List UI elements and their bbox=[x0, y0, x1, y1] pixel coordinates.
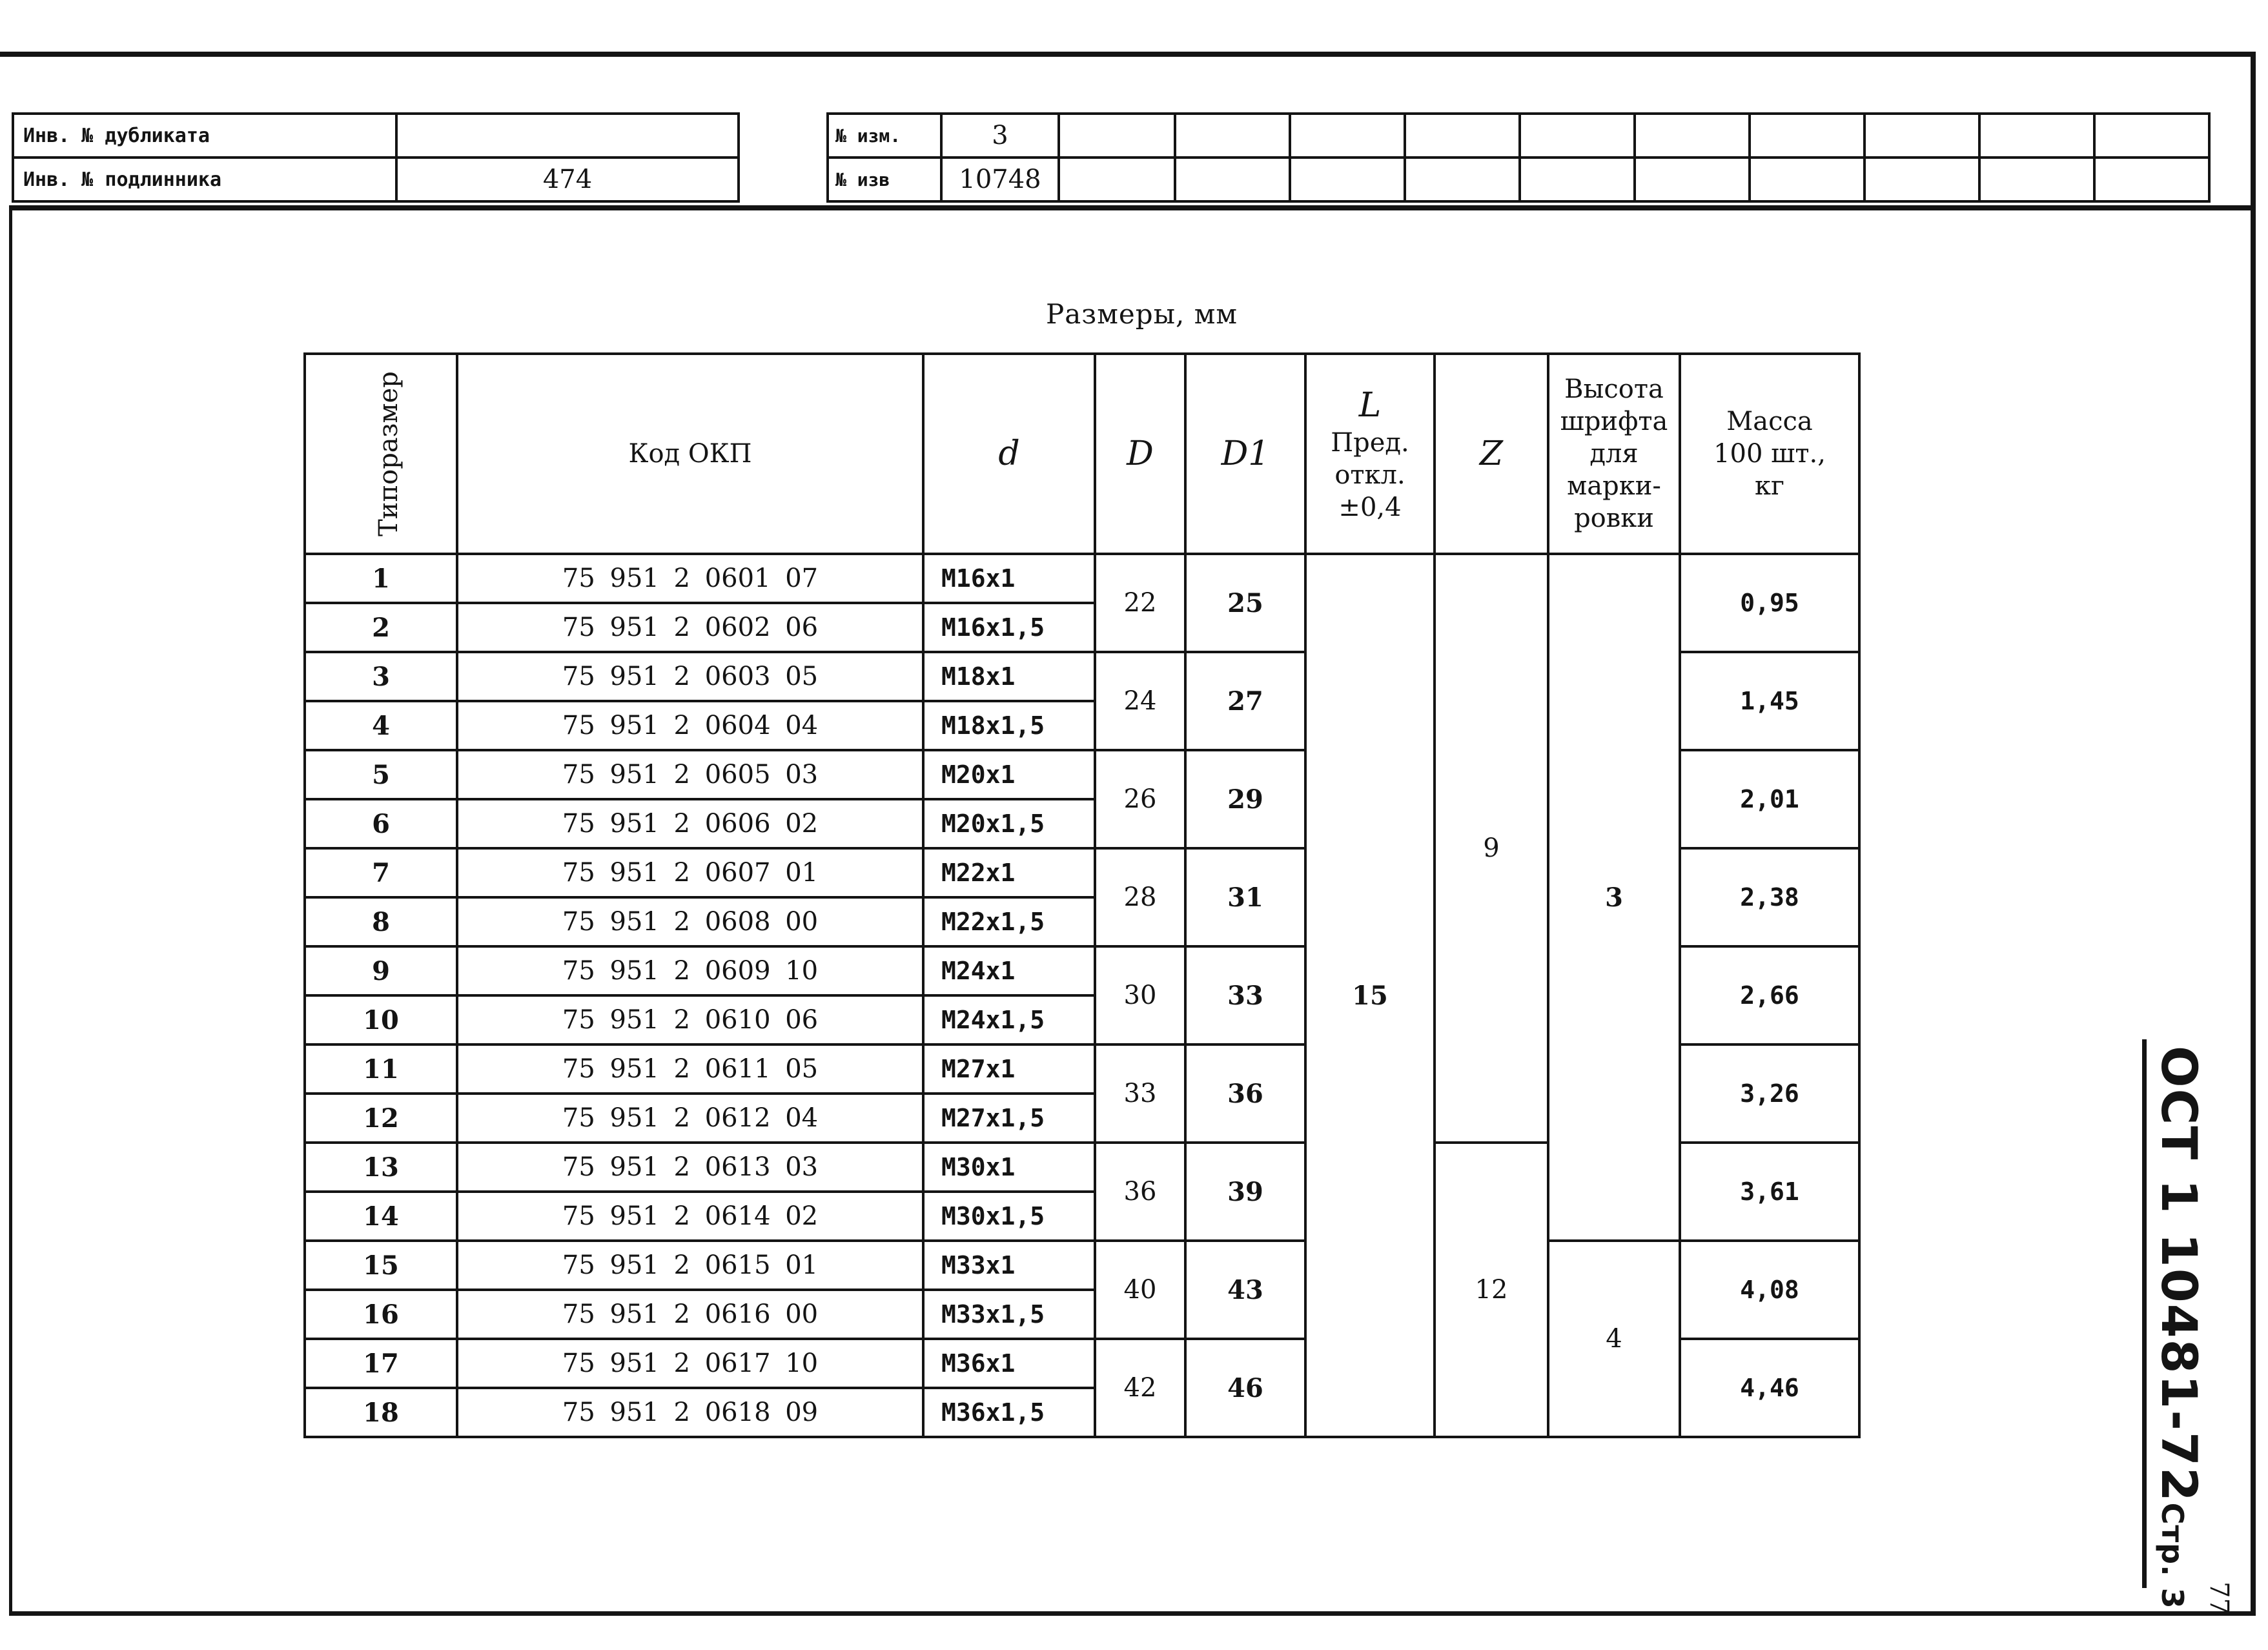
okp-code-cell: 75 951 2 0611 05 bbox=[457, 1044, 923, 1094]
notice-number-row bbox=[828, 158, 2209, 201]
table-row bbox=[305, 1241, 1859, 1290]
size-type-cell: 15 bbox=[305, 1241, 457, 1290]
header-size-type bbox=[305, 354, 457, 554]
font-height-line-5: ровки bbox=[1574, 504, 1654, 533]
mass-line-2: 100 шт., bbox=[1713, 439, 1826, 469]
change-number-value: 3 bbox=[941, 114, 1059, 158]
font-height-line-4: марки- bbox=[1567, 471, 1661, 501]
table-row bbox=[305, 554, 1859, 603]
D1-symbol: D1 bbox=[1221, 434, 1270, 473]
thread-d-cell: M27x1 bbox=[923, 1044, 1095, 1094]
change-number-row bbox=[828, 114, 2209, 158]
size-type-cell: 16 bbox=[305, 1290, 457, 1339]
L-tolerance-line-3: ±0,4 bbox=[1338, 492, 1402, 522]
change-cell bbox=[1864, 158, 1979, 201]
okp-code-cell: 75 951 2 0618 09 bbox=[457, 1388, 923, 1437]
mass-cell: 3,26 bbox=[1680, 1044, 1859, 1143]
thread-d-cell: M33x1 bbox=[923, 1241, 1095, 1290]
mass-line-1: Масса bbox=[1726, 407, 1813, 436]
size-type-cell: 12 bbox=[305, 1094, 457, 1143]
mass-cell: 3,61 bbox=[1680, 1143, 1859, 1241]
D1-cell: 25 bbox=[1185, 554, 1305, 652]
change-cell bbox=[1750, 158, 1864, 201]
size-type-cell: 2 bbox=[305, 603, 457, 652]
size-type-cell: 1 bbox=[305, 554, 457, 603]
D1-cell: 46 bbox=[1185, 1339, 1305, 1437]
thread-d-cell: M36x1 bbox=[923, 1339, 1095, 1388]
thread-d-cell: M16x1,5 bbox=[923, 603, 1095, 652]
notice-number-value: 10748 bbox=[941, 158, 1059, 201]
size-type-cell: 8 bbox=[305, 897, 457, 946]
change-cell bbox=[1979, 158, 2094, 201]
thread-d-cell: M22x1,5 bbox=[923, 897, 1095, 946]
inventory-duplicate-row bbox=[13, 114, 739, 158]
size-type-cell: 7 bbox=[305, 848, 457, 897]
thread-d-cell: M16x1 bbox=[923, 554, 1095, 603]
okp-code-cell: 75 951 2 0606 02 bbox=[457, 799, 923, 848]
mass-cell: 4,08 bbox=[1680, 1241, 1859, 1339]
D1-cell: 36 bbox=[1185, 1044, 1305, 1143]
thread-d-cell: M24x1 bbox=[923, 946, 1095, 995]
change-number-label: № изм. bbox=[828, 114, 941, 158]
sheet-frame-bottom bbox=[9, 1611, 2256, 1616]
dimensions-table bbox=[303, 352, 1861, 1438]
okp-code-cell: 75 951 2 0614 02 bbox=[457, 1192, 923, 1241]
thread-d-cell: M20x1,5 bbox=[923, 799, 1095, 848]
size-type-header-label: Типоразмер bbox=[373, 371, 404, 536]
D-cell: 36 bbox=[1095, 1143, 1185, 1241]
header-L bbox=[1305, 354, 1435, 554]
sheet-number: 77 bbox=[2204, 1582, 2234, 1614]
table-header-row bbox=[305, 354, 1859, 554]
thread-d-cell: M24x1,5 bbox=[923, 995, 1095, 1044]
thread-d-cell: M27x1,5 bbox=[923, 1094, 1095, 1143]
change-cell bbox=[1405, 158, 1520, 201]
okp-code-cell: 75 951 2 0617 10 bbox=[457, 1339, 923, 1388]
notice-number-label: № изв bbox=[828, 158, 941, 201]
thread-d-cell: M22x1 bbox=[923, 848, 1095, 897]
mass-line-3: кг bbox=[1755, 471, 1784, 501]
change-cell bbox=[1290, 114, 1405, 158]
D-symbol: D bbox=[1127, 434, 1154, 473]
size-type-cell: 4 bbox=[305, 701, 457, 750]
mass-cell: 1,45 bbox=[1680, 652, 1859, 750]
size-type-cell: 18 bbox=[305, 1388, 457, 1437]
L-symbol: L bbox=[1358, 385, 1382, 425]
change-cell bbox=[1750, 114, 1864, 158]
thread-d-cell: M18x1 bbox=[923, 652, 1095, 701]
change-cell bbox=[1979, 114, 2094, 158]
mass-cell: 2,66 bbox=[1680, 946, 1859, 1044]
document-code-text: ОСТ 1 10481-72 bbox=[2151, 1046, 2208, 1503]
D-cell: 33 bbox=[1095, 1044, 1185, 1143]
change-cell bbox=[1520, 158, 1635, 201]
okp-code-cell: 75 951 2 0602 06 bbox=[457, 603, 923, 652]
L-value-cell: 15 bbox=[1305, 554, 1435, 1437]
size-type-cell: 9 bbox=[305, 946, 457, 995]
okp-code-cell: 75 951 2 0605 03 bbox=[457, 750, 923, 799]
change-cell bbox=[1635, 114, 1750, 158]
change-cell bbox=[1059, 114, 1175, 158]
thread-d-cell: M30x1,5 bbox=[923, 1192, 1095, 1241]
header-d bbox=[923, 354, 1095, 554]
font-height-value-cell: 3 bbox=[1548, 554, 1680, 1241]
D-cell: 24 bbox=[1095, 652, 1185, 750]
header-mass bbox=[1680, 354, 1859, 554]
size-type-cell: 5 bbox=[305, 750, 457, 799]
okp-code-cell: 75 951 2 0613 03 bbox=[457, 1143, 923, 1192]
header-font-height bbox=[1548, 354, 1680, 554]
font-height-line-2: шрифта bbox=[1560, 407, 1668, 436]
D1-cell: 33 bbox=[1185, 946, 1305, 1044]
D-cell: 42 bbox=[1095, 1339, 1185, 1437]
change-cell bbox=[1175, 114, 1290, 158]
font-height-value-cell: 4 bbox=[1548, 1241, 1680, 1437]
document-code-rule bbox=[2142, 1039, 2147, 1588]
change-record-table bbox=[826, 112, 2211, 203]
okp-code-cell: 75 951 2 0608 00 bbox=[457, 897, 923, 946]
original-inventory-label: Инв. № подлинника bbox=[13, 158, 396, 201]
document-code bbox=[2150, 1046, 2208, 1609]
Z-symbol: Z bbox=[1479, 434, 1504, 473]
D-cell: 22 bbox=[1095, 554, 1185, 652]
document-page: Стр. 3 bbox=[2155, 1502, 2190, 1609]
table-caption: Размеры, мм bbox=[1046, 298, 1238, 330]
mass-cell: 0,95 bbox=[1680, 554, 1859, 652]
font-height-line-3: для bbox=[1589, 439, 1639, 469]
size-type-cell: 13 bbox=[305, 1143, 457, 1192]
change-cell bbox=[1864, 114, 1979, 158]
D1-cell: 31 bbox=[1185, 848, 1305, 946]
sheet-frame-top bbox=[0, 52, 2254, 57]
header-okp-code: Код ОКП bbox=[457, 354, 923, 554]
duplicate-inventory-label: Инв. № дубликата bbox=[13, 114, 396, 158]
L-tolerance-line-2: откл. bbox=[1334, 460, 1405, 490]
change-cell bbox=[1520, 114, 1635, 158]
size-type-cell: 17 bbox=[305, 1339, 457, 1388]
okp-code-cell: 75 951 2 0609 10 bbox=[457, 946, 923, 995]
thread-d-cell: M36x1,5 bbox=[923, 1388, 1095, 1437]
okp-code-cell: 75 951 2 0615 01 bbox=[457, 1241, 923, 1290]
change-cell bbox=[1635, 158, 1750, 201]
change-cell bbox=[1405, 114, 1520, 158]
mass-cell: 2,01 bbox=[1680, 750, 1859, 848]
inventory-table bbox=[12, 112, 740, 203]
change-cell bbox=[1290, 158, 1405, 201]
header-divider bbox=[9, 205, 2256, 210]
size-type-cell: 3 bbox=[305, 652, 457, 701]
header-D bbox=[1095, 354, 1185, 554]
duplicate-inventory-value bbox=[396, 114, 739, 158]
D-cell: 40 bbox=[1095, 1241, 1185, 1339]
okp-code-cell: 75 951 2 0610 06 bbox=[457, 995, 923, 1044]
Z-value-cell: 9 bbox=[1435, 554, 1548, 1143]
size-type-cell: 14 bbox=[305, 1192, 457, 1241]
size-type-cell: 6 bbox=[305, 799, 457, 848]
okp-code-cell: 75 951 2 0601 07 bbox=[457, 554, 923, 603]
L-tolerance-line-1: Пред. bbox=[1331, 427, 1409, 458]
thread-d-cell: M18x1,5 bbox=[923, 701, 1095, 750]
header-D1 bbox=[1185, 354, 1305, 554]
change-cell bbox=[2094, 114, 2209, 158]
Z-value-cell: 12 bbox=[1435, 1143, 1548, 1437]
okp-code-cell: 75 951 2 0604 04 bbox=[457, 701, 923, 750]
change-cell bbox=[2094, 158, 2209, 201]
original-inventory-value: 474 bbox=[396, 158, 739, 201]
sheet-frame-right bbox=[2251, 52, 2256, 1614]
okp-code-cell: 75 951 2 0616 00 bbox=[457, 1290, 923, 1339]
D-cell: 30 bbox=[1095, 946, 1185, 1044]
thread-d-cell: M20x1 bbox=[923, 750, 1095, 799]
D-cell: 28 bbox=[1095, 848, 1185, 946]
size-type-cell: 11 bbox=[305, 1044, 457, 1094]
thread-d-cell: M30x1 bbox=[923, 1143, 1095, 1192]
table-body bbox=[305, 554, 1859, 1437]
change-cell bbox=[1175, 158, 1290, 201]
D1-cell: 39 bbox=[1185, 1143, 1305, 1241]
okp-code-cell: 75 951 2 0607 01 bbox=[457, 848, 923, 897]
D1-cell: 29 bbox=[1185, 750, 1305, 848]
change-cell bbox=[1059, 158, 1175, 201]
font-height-line-1: Высота bbox=[1564, 374, 1664, 404]
mass-cell: 4,46 bbox=[1680, 1339, 1859, 1437]
okp-code-cell: 75 951 2 0612 04 bbox=[457, 1094, 923, 1143]
thread-d-cell: M33x1,5 bbox=[923, 1290, 1095, 1339]
d-symbol: d bbox=[998, 434, 1020, 473]
mass-cell: 2,38 bbox=[1680, 848, 1859, 946]
inventory-original-row bbox=[13, 158, 739, 201]
okp-code-cell: 75 951 2 0603 05 bbox=[457, 652, 923, 701]
sheet-frame-left bbox=[9, 208, 12, 1614]
D1-cell: 27 bbox=[1185, 652, 1305, 750]
header-Z bbox=[1435, 354, 1548, 554]
D1-cell: 43 bbox=[1185, 1241, 1305, 1339]
size-type-cell: 10 bbox=[305, 995, 457, 1044]
D-cell: 26 bbox=[1095, 750, 1185, 848]
